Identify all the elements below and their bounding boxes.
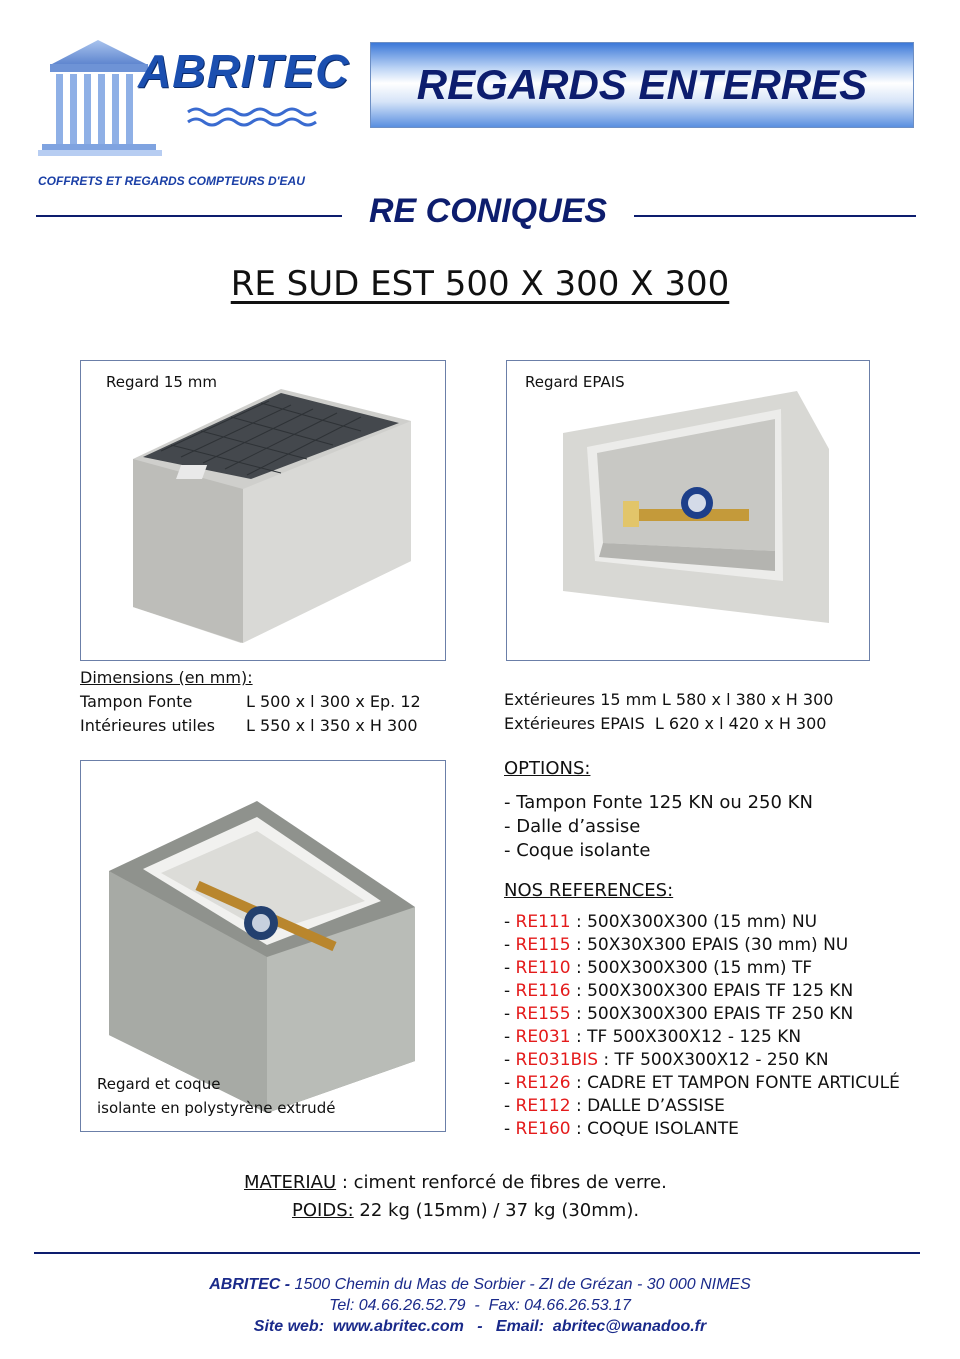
reference-desc: : 50X30X300 EPAIS (30 mm) NU: [570, 935, 849, 955]
footer-address: ABRITEC - 1500 Chemin du Mas de Sorbier - ZI de Grézan - 30 000 NIMES: [209, 1276, 751, 1293]
photo-regard-epais: [506, 360, 870, 661]
reference-code: RE126: [515, 1073, 571, 1093]
reference-desc: : 500X300X300 (15 mm) NU: [570, 912, 818, 932]
reference-code: RE155: [515, 1004, 571, 1024]
reference-item: - RE155 : 500X300X300 EPAIS TF 250 KN: [504, 1004, 854, 1024]
reference-desc: : 500X300X300 EPAIS TF 125 KN: [570, 981, 854, 1001]
reference-item: - RE112 : DALLE D’ASSISE: [504, 1096, 725, 1116]
dimension-value: L 550 x l 350 x H 300: [246, 716, 418, 735]
footer-web: Site web: www.abritec.com - Email: abritec@wanadoo.fr: [253, 1318, 707, 1335]
dimension-label: Tampon Fonte: [80, 692, 193, 711]
reference-item: - RE115 : 50X30X300 EPAIS (30 mm) NU: [504, 935, 849, 955]
dimensions-heading: Dimensions (en mm):: [80, 668, 253, 687]
reference-desc: : 500X300X300 (15 mm) TF: [570, 958, 813, 978]
reference-code: RE110: [515, 958, 571, 978]
option-item: - Dalle d’assise: [504, 816, 641, 837]
reference-code: RE116: [515, 981, 571, 1001]
section-title: RE CONIQUES: [368, 192, 608, 230]
reference-code: RE115: [515, 935, 571, 955]
photo-regard-15mm: [80, 360, 446, 661]
reference-code: RE031BIS: [515, 1050, 599, 1070]
reference-item: - RE116 : 500X300X300 EPAIS TF 125 KN: [504, 981, 854, 1001]
banner-title: REGARDS ENTERRES: [416, 61, 868, 108]
reference-item: - RE160 : COQUE ISOLANTE: [504, 1119, 739, 1139]
option-item: - Coque isolante: [504, 840, 651, 861]
photo-label: Regard EPAIS: [525, 373, 625, 391]
dimension-label: Intérieures utiles: [80, 716, 215, 735]
reference-item: - RE031 : TF 500X300X12 - 125 KN: [504, 1027, 802, 1047]
reference-desc: : 500X300X300 EPAIS TF 250 KN: [570, 1004, 854, 1024]
reference-desc: : COQUE ISOLANTE: [570, 1119, 739, 1139]
header-banner: [370, 42, 914, 128]
reference-item: - RE111 : 500X300X300 (15 mm) NU: [504, 912, 818, 932]
photo-label-line1: Regard et coque: [97, 1075, 221, 1093]
reference-desc: : TF 500X300X12 - 250 KN: [598, 1050, 829, 1070]
footer-phone: Tel: 04.66.26.52.79 - Fax: 04.66.26.53.17: [329, 1297, 631, 1314]
reference-desc: : TF 500X300X12 - 125 KN: [570, 1027, 802, 1047]
reference-item: - RE110 : 500X300X300 (15 mm) TF: [504, 958, 813, 978]
section-rule-left: [36, 215, 342, 217]
reference-desc: : DALLE D’ASSISE: [570, 1096, 725, 1116]
reference-item: - RE031BIS : TF 500X300X12 - 250 KN: [504, 1050, 829, 1070]
reference-item: - RE126 : CADRE ET TAMPON FONTE ARTICULÉ: [504, 1073, 900, 1093]
reference-code: RE031: [515, 1027, 571, 1047]
regard-epais-photo-icon: [507, 361, 869, 660]
reference-desc: : CADRE ET TAMPON FONTE ARTICULÉ: [570, 1073, 900, 1093]
reference-code: RE112: [515, 1096, 571, 1116]
photo-label: Regard 15 mm: [106, 373, 217, 391]
footer-rule: [34, 1252, 920, 1254]
dimension-value: L 500 x l 300 x Ep. 12: [246, 692, 421, 711]
abritec-logo-text: ABRITEC: [138, 45, 350, 97]
material-line: MATERIAU : ciment renforcé de fibres de verre.: [244, 1172, 667, 1193]
reference-code: RE160: [515, 1119, 571, 1139]
tagline: COFFRETS ET REGARDS COMPTEURS D'EAU: [38, 174, 305, 188]
reference-code: RE111: [515, 912, 571, 932]
option-item: - Tampon Fonte 125 KN ou 250 KN: [504, 792, 813, 813]
photo-label-line2: isolante en polystyrène extrudé: [97, 1099, 336, 1117]
photo-regard-coque: [80, 760, 446, 1132]
references-list: [504, 912, 900, 1142]
exterieures-15mm: Extérieures 15 mm L 580 x l 380 x H 300: [504, 690, 834, 709]
references-heading: NOS REFERENCES:: [504, 880, 674, 901]
regard-cover-photo-icon: [81, 361, 445, 660]
weight-line: POIDS: 22 kg (15mm) / 37 kg (30mm).: [292, 1200, 640, 1221]
section-rule-right: [634, 215, 916, 217]
product-title: RE SUD EST 500 X 300 X 300: [230, 264, 730, 304]
exterieures-epais: Extérieures EPAIS L 620 x l 420 x H 300: [504, 714, 827, 733]
options-heading: OPTIONS:: [504, 758, 591, 779]
